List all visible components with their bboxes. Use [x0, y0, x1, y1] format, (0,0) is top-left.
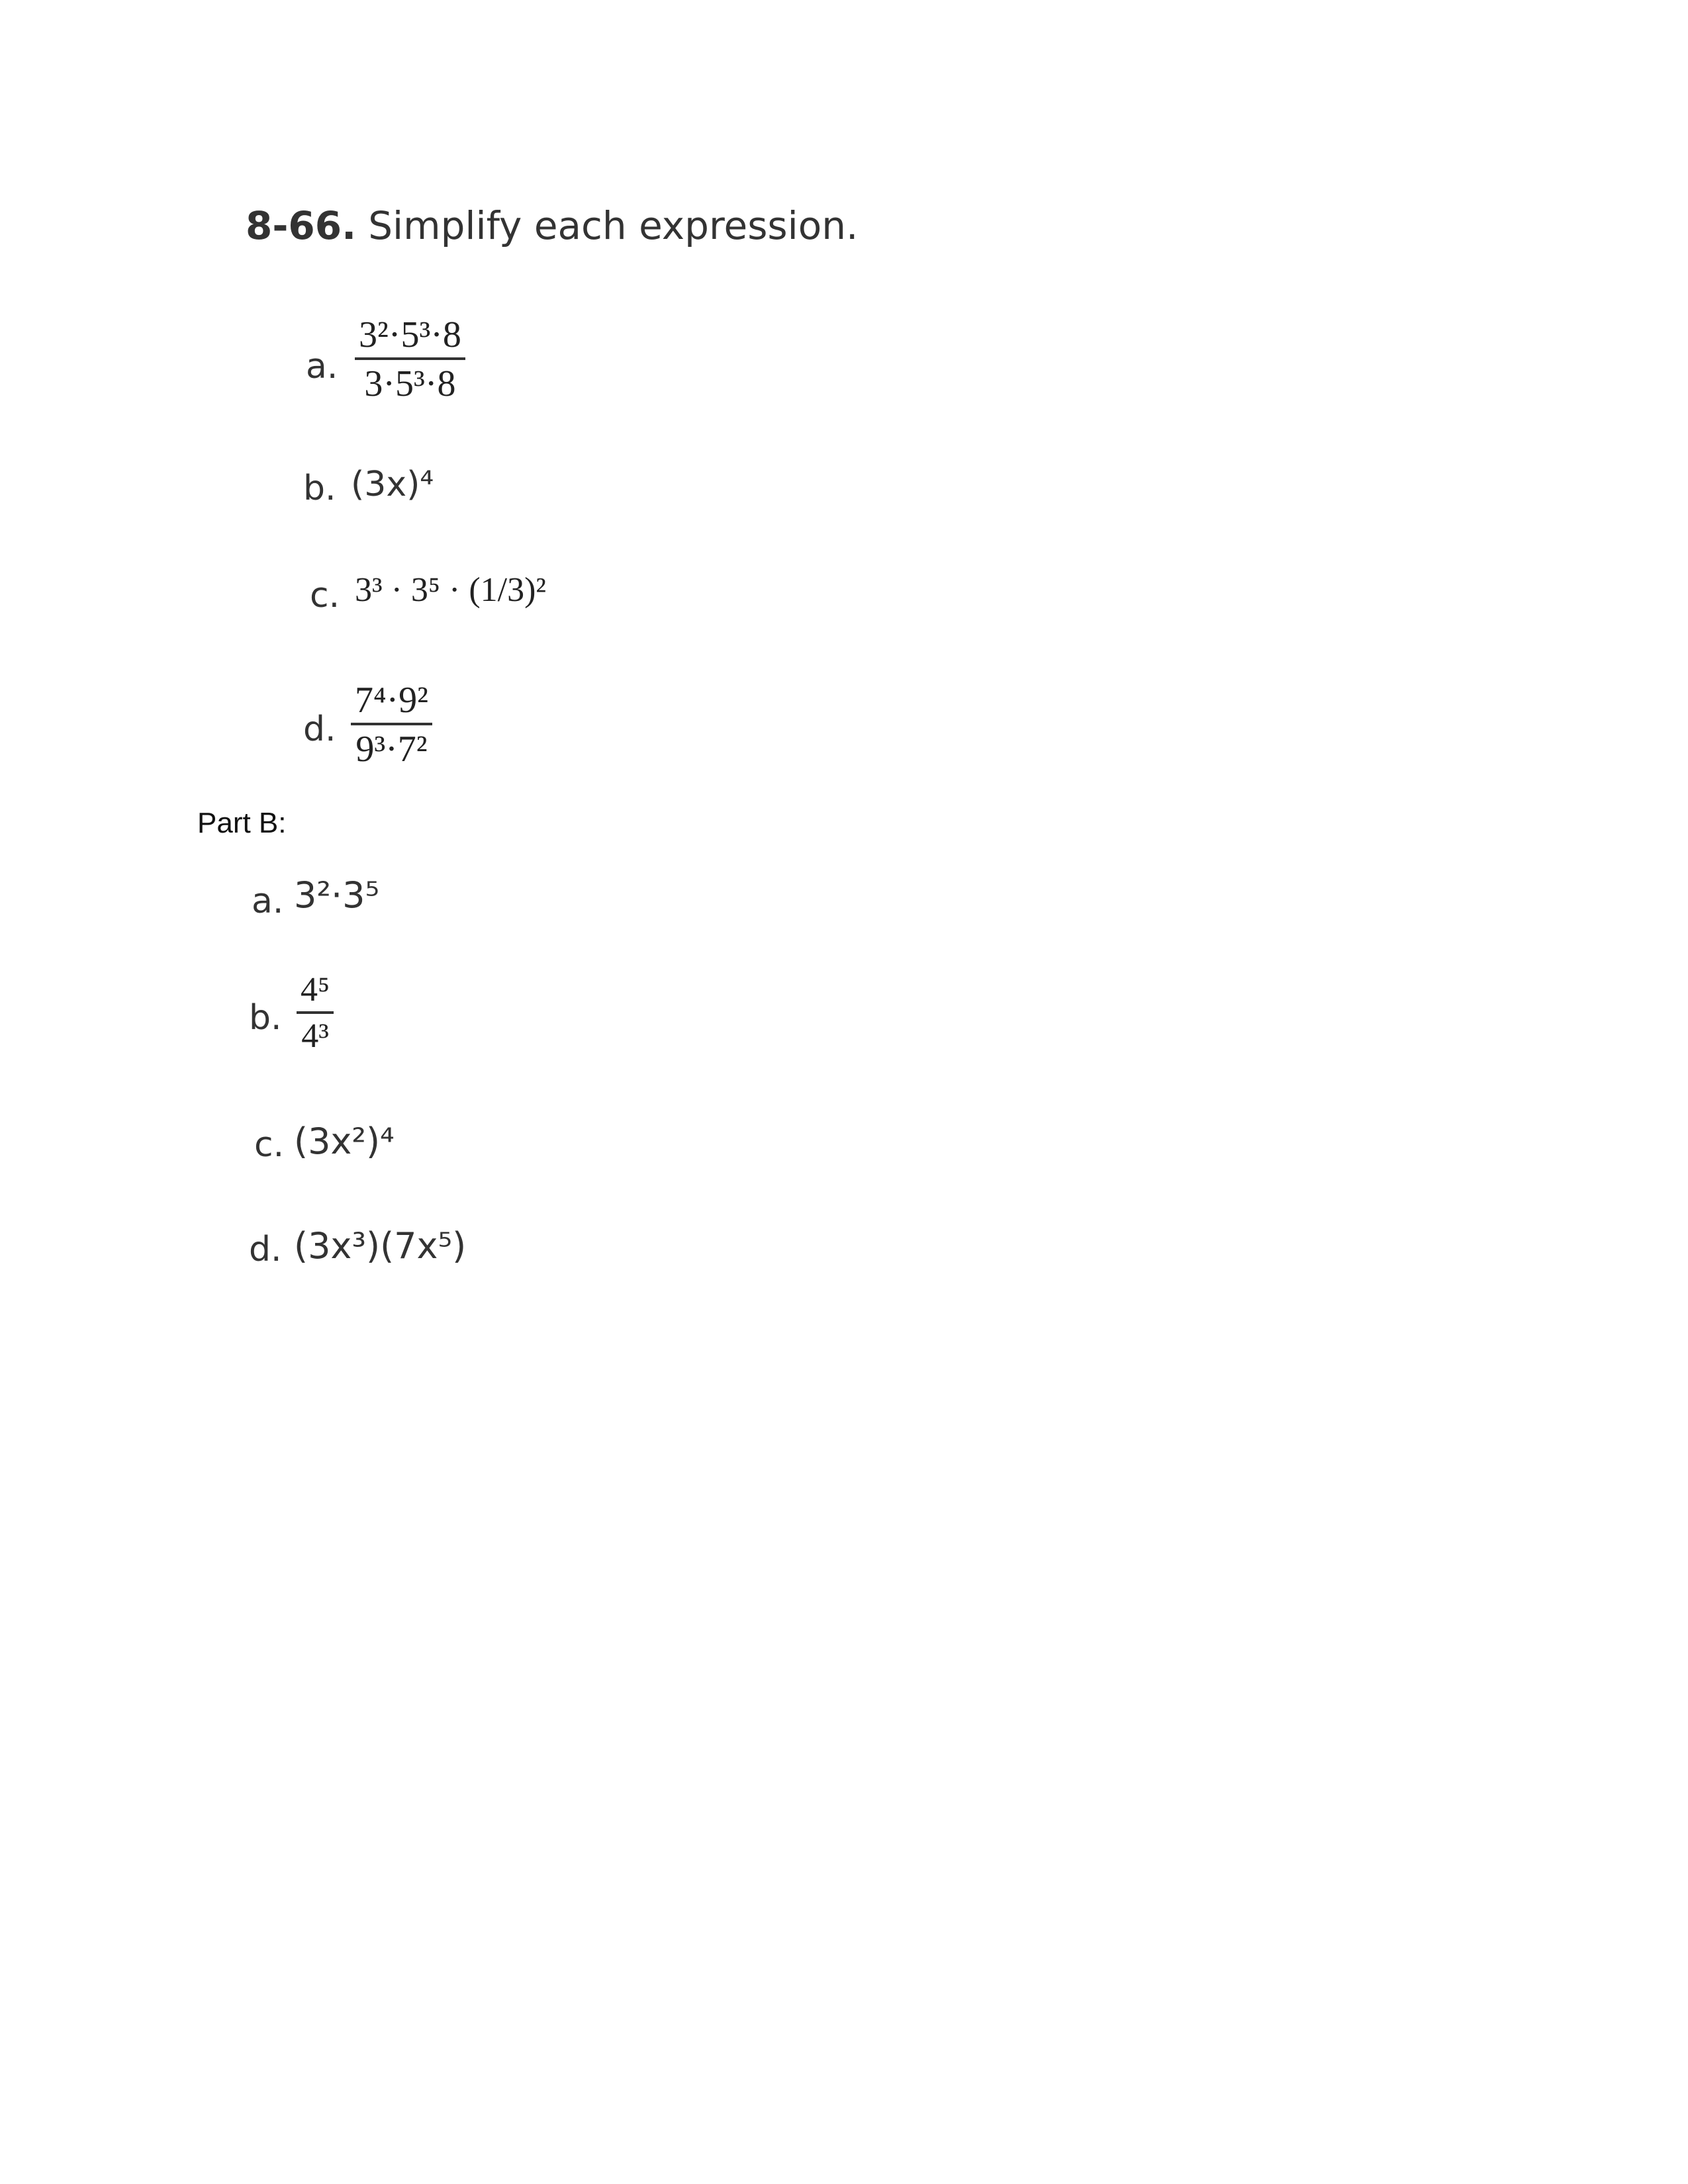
item-d-fraction [351, 682, 432, 768]
part-b-item-b-expression [297, 973, 334, 1054]
item-c-expression: 3³ · 3⁵ · (1/3)² [355, 571, 547, 609]
part-b-item-b-fraction [297, 973, 334, 1054]
item-d-denominator: 9³·7² [355, 729, 428, 770]
item-b-expression: (3x)⁴ [351, 465, 434, 504]
part-b-item-a-expression: 3²·3⁵ [294, 874, 380, 916]
item-d-expression [351, 682, 432, 768]
part-b-item-b-denominator: 4³ [301, 1017, 329, 1055]
part-b-label: Part B: [197, 807, 287, 839]
problem-instruction: Simplify each expression. [368, 203, 859, 248]
part-b-item-c-letter: c. [254, 1125, 285, 1165]
problem-number: 8-66. [246, 203, 357, 248]
item-a-expression [355, 316, 465, 402]
item-d-numerator: 7⁴·9² [351, 682, 432, 725]
item-b-letter: b. [303, 469, 336, 508]
part-b-item-d-letter: d. [249, 1230, 282, 1269]
part-b-item-c-expression: (3x²)⁴ [294, 1120, 395, 1162]
item-a-letter: a. [306, 347, 338, 387]
item-a-numerator: 3²·5³·8 [355, 316, 465, 360]
item-d-letter: d. [303, 709, 336, 749]
part-b-item-d-expression: (3x³)(7x⁵) [294, 1225, 467, 1267]
part-b-item-a-letter: a. [252, 882, 284, 921]
item-a-fraction [355, 316, 465, 402]
item-c-letter: c. [310, 576, 340, 615]
problem-title [246, 203, 859, 248]
part-b-item-b-numerator: 4⁵ [297, 973, 334, 1014]
part-b-item-b-letter: b. [249, 998, 282, 1038]
item-a-denominator: 3·5³·8 [364, 363, 456, 404]
